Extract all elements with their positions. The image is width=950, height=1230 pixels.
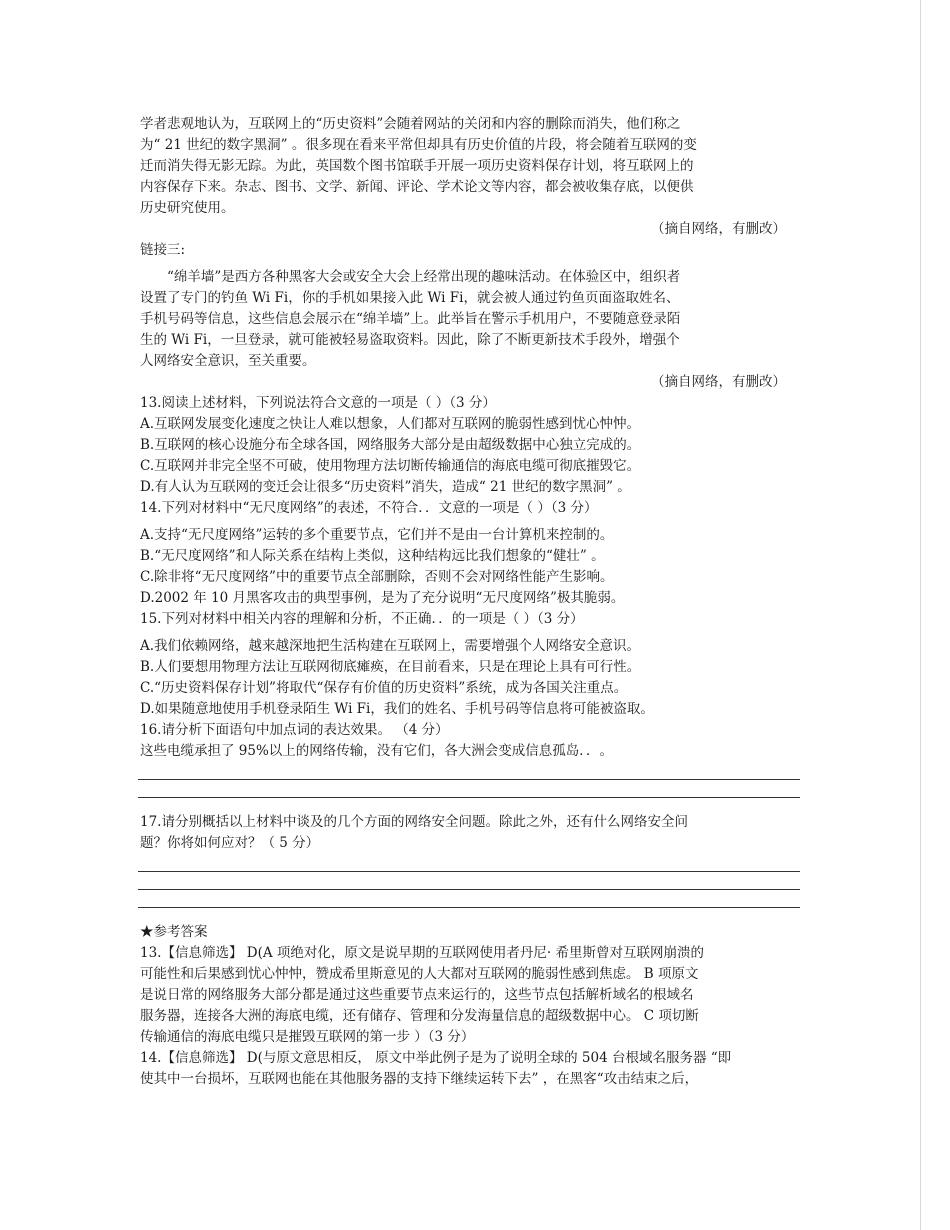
option-d: D.有人认为互联网的变迁会让很多“历史资料”消失，造成“ 21 世纪的数字黑洞” 。 bbox=[140, 479, 631, 495]
question-17 bbox=[140, 812, 808, 908]
text-line: 手机号码等信息，这些信息会展示在“绵羊墙”上。此举旨在警示手机用户，不要随意登录陌 bbox=[140, 311, 681, 327]
text-line: 学者悲观地认为，互联网上的“历史资料”会随着网站的关闭和内容的删除而消失，他们称之 bbox=[140, 116, 681, 132]
source-note: （摘自网络，有删改） bbox=[651, 221, 786, 237]
answer-line[interactable] bbox=[138, 890, 800, 908]
source-note: （摘自网络，有删改） bbox=[651, 374, 786, 390]
question-stem: 题？你将如何应对？（ 5 分） bbox=[140, 835, 320, 851]
answer-line[interactable] bbox=[138, 780, 800, 798]
answer-line[interactable] bbox=[138, 854, 800, 872]
stem-text: 的一项是（ ）（3 分） bbox=[451, 611, 584, 627]
question-stem: 17.请分别概括以上材料中谈及的几个方面的网络安全问题。除此之外，还有什么网络安全问 bbox=[140, 814, 688, 830]
answer-text: 是说日常的网络服务大部分都是通过这些重要节点来运行的，这些节点包括解析域名的根域名 bbox=[140, 987, 694, 1003]
option-c: C.互联网并非完全坚不可破，使用物理方法切断传输通信的海底电缆可彻底摧毁它。 bbox=[140, 458, 641, 474]
option-a: A.我们依赖网络，越来越深地把生活构建在互联网上，需要增强个人网络安全意识。 bbox=[140, 638, 641, 654]
answers-section bbox=[140, 922, 808, 1090]
option-b: B.人们要想用物理方法让互联网彻底瘫痪，在目前看来，只是在理论上具有可行性。 bbox=[140, 659, 641, 675]
question-14 bbox=[140, 498, 808, 609]
option-d: D.2002 年 10 月黑客攻击的典型事例，是为了充分说明“无尺度网络”极其脆弱。 bbox=[140, 590, 625, 606]
quoted-sentence bbox=[140, 741, 808, 762]
text-line: 迁而消失得无影无踪。为此，英国数个图书馆联手开展一项历史资料保存计划，将互联网上的 bbox=[140, 158, 694, 174]
stem-text: 14.下列对材料中“无尺度网络”的表述，不符合 bbox=[140, 500, 419, 516]
option-c: C.“历史资料保存计划”将取代“保存有价值的历史资料”系统，成为各国关注重点。 bbox=[140, 680, 628, 696]
emphasis-dots: ．． bbox=[431, 611, 452, 627]
answer-line[interactable] bbox=[138, 762, 800, 780]
option-b: B.互联网的核心设施分布全球各国，网络服务大部分是由超级数据中心独立完成的。 bbox=[140, 437, 641, 453]
option-d: D.如果随意地使用手机登录陌生 Wi Fi，我们的姓名、手机号码等信息将可能被盗取。 bbox=[140, 701, 654, 717]
option-c: C.除非将“无尺度网络”中的重要节点全部删除，否则不会对网络性能产生影响。 bbox=[140, 569, 614, 585]
text-line: 内容保存下来。杂志、图书、文学、新闻、评论、学术论文等内容，都会被收集存底，以便供 bbox=[140, 179, 694, 195]
answer-text: 使其中一台损坏，互联网也能在其他服务器的支持下继续运转下去” ，在黑客“攻击结束之后， bbox=[140, 1071, 699, 1087]
text-line: 为“ 21 世纪的数字黑洞” 。很多现在看来平常但却具有历史价值的片段，将会随着互联网的变 bbox=[140, 137, 697, 153]
intro-paragraph bbox=[140, 114, 808, 219]
question-15 bbox=[140, 609, 808, 720]
text-line: 生的 Wi Fi，一旦登录，就可能被轻易盗取资料。因此，除了不断更新技术手段外，增强个 bbox=[140, 332, 680, 348]
question-stem: 13.阅读上述材料，下列说法符合文意的一项是（ ）（3 分） bbox=[140, 395, 496, 411]
question-stem bbox=[140, 498, 808, 519]
sentence-text: 这些电缆承担了 95%以上的网络传输，没有它们，各大洲会变成信息孤岛 bbox=[140, 743, 580, 759]
question-13 bbox=[140, 393, 808, 498]
option-a: A.支持“无尺度网络”运转的多个重要节点，它们并不是由一台计算机来控制的。 bbox=[140, 527, 614, 543]
option-b: B.“无尺度网络”和人际关系在结构上类似，这种结构远比我们想象的“健壮” 。 bbox=[140, 548, 605, 564]
option-a: A.互联网发展变化速度之快让人难以想象，人们都对互联网的脆弱性感到忧心忡忡。 bbox=[140, 416, 641, 432]
answers-title: ★参考答案 bbox=[140, 924, 208, 940]
link3-title: 链接三: bbox=[140, 242, 186, 258]
document-content bbox=[140, 114, 808, 1090]
question-stem bbox=[140, 609, 808, 630]
answer-text: 14.【信息筛选】 D(与原文意思相反， 原文中举此例子是为了说明全球的 504 台根域名服务器 “即 bbox=[140, 1050, 732, 1066]
text-line: 历史研究使用。 bbox=[140, 200, 235, 216]
text-line: 人网络安全意识，至关重要。 bbox=[140, 353, 316, 369]
stem-text: 15.下列对材料中相关内容的理解和分析，不正确 bbox=[140, 611, 432, 627]
text-line: 设置了专门的钓鱼 Wi Fi，你的手机如果接入此 Wi Fi，就会被人通过钓鱼页面盗取姓名、 bbox=[140, 290, 680, 306]
answer-text: 传输通信的海底电缆只是摧毁互联网的第一步 ）（3 分） bbox=[140, 1029, 475, 1045]
sentence-text: 。 bbox=[599, 743, 614, 759]
answer-text: 可能性和后果感到忧心忡忡，赞成希里斯意见的人大都对互联网的脆弱性感到焦虑。 B 项原文 bbox=[140, 966, 699, 982]
emphasis-dots: ．． bbox=[418, 500, 439, 516]
answer-text: 服务器，连接各大洲的海底电缆，还有储存、管理和分发海量信息的超级数据中心。 C 项切断 bbox=[140, 1008, 699, 1024]
link3-paragraph bbox=[140, 267, 808, 372]
answer-line[interactable] bbox=[138, 872, 800, 890]
answer-text: 13.【信息筛选】 D(A 项绝对化，原文是说早期的互联网使用者丹尼· 希里斯曾对互联网崩溃的 bbox=[140, 945, 704, 961]
emphasis-dots: ．． bbox=[579, 743, 600, 759]
question-stem: 16.请分析下面语句中加点词的表达效果。 （4 分） bbox=[140, 722, 449, 738]
question-16 bbox=[140, 720, 808, 798]
stem-text: 文意的一项是（ ）（3 分） bbox=[438, 500, 598, 516]
text-line: “绵羊墙”是西方各种黑客大会或安全大会上经常出现的趣味活动。在体验区中，组织者 bbox=[167, 269, 681, 285]
